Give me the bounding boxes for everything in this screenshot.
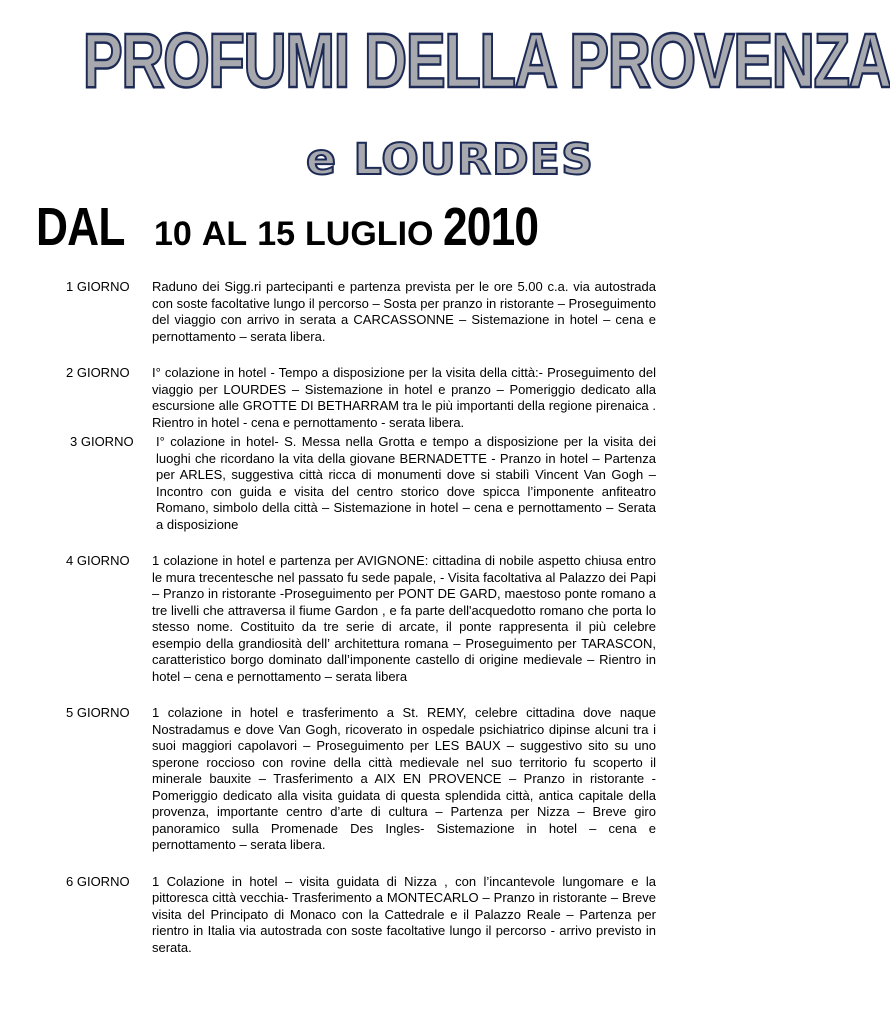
itinerary-day-3 — [66, 434, 656, 533]
dates-year: 2010 — [443, 197, 539, 257]
day-label: 6 GIORNO — [66, 873, 130, 889]
itinerary — [66, 279, 656, 956]
itinerary-day-2 — [66, 365, 656, 431]
itinerary-day-4 — [66, 553, 656, 685]
itinerary-day-1 — [66, 279, 656, 345]
trip-dates — [36, 197, 560, 257]
dates-dal: DAL — [36, 197, 125, 257]
dates-month: LUGLIO — [305, 215, 434, 253]
dates-end: 15 — [257, 215, 296, 253]
day-description: I° colazione in hotel - Tempo a disposizione per la visita della città:- Proseguimento del viaggio per LOURDES – Sistemazione in hotel e pranzo – Pomeriggio dedicato alla escursione alle GROTTE DI BETHARRAM tra le più importanti della regione pirenaica . Rientro in hotel - cena e pernottamento - serata libera. — [152, 365, 656, 430]
day-label: 5 GIORNO — [66, 705, 130, 720]
itinerary-day-5 — [66, 705, 656, 854]
day-label: 4 GIORNO — [66, 553, 130, 568]
dates-start: 10 — [154, 215, 192, 253]
day-description: 1 colazione in hotel e partenza per AVIGNONE: cittadina di nobile aspetto chiusa entro le mura trecentesche nel passato fu sede papale, - Visita facoltativa al Palazzo dei Papi – Pranzo in ristorante -Proseguimento per PONT DE GARD, maestoso ponte romano a tre livelli che attraversa il fiume Gardon , e fa parte dell'acquedotto romano che porta lo stesso nome. Costituito da tre serie di arcate, il ponte rappresenta il più celebre esempio della grandiosità dell’ architettura romana – Proseguimento per TARASCON, caratteristico borgo dominato dall’imponente castello di origine medievale – Rientro in hotel – cena e pernottamento – serata libera — [152, 553, 656, 684]
day-label: 3 GIORNO — [70, 434, 134, 449]
itinerary-day-6 — [66, 874, 656, 957]
day-description: 1 colazione in hotel e trasferimento a St. REMY, celebre cittadina dove naque Nostradamus e dove Van Gogh, ricoverato in ospedale psichiatrico dipinse alcuni tra i suoi maggiori capolavori – Proseguimento per LES BAUX – suggestivo sito su uno sperone roccioso con rovine della città medievale nel suo territorio fu scoperto il minerale bauxite – Trasferimento a AIX EN PROVENCE – Pranzo in ristorante - Pomeriggio dedicato alla visita guidata di questa splendida città, antica capitale della provenza, importante centro d’arte di cultura – Partenza per Nizza – Breve giro panoramico sulla Promenade Des Ingles- Sistemazione in hotel – cena e pernottamento – serata libera. — [152, 705, 656, 852]
day-label: 2 GIORNO — [66, 365, 130, 380]
day-description: 1 Colazione in hotel – visita guidata di Nizza , con l’incantevole lungomare e la pittoresca città vecchia- Trasferimento a MONTECARLO – Pranzo in ristorante – Breve visita del Principato di Monaco con la Cattedrale e il Palazzo Reale – Partenza per rientro in Italia via autostrada con soste facoltative lungo il percorso - arrivo previsto in serata. — [152, 873, 656, 955]
day-description: I° colazione in hotel- S. Messa nella Grotta e tempo a disposizione per la visita dei luoghi che ricordano la vita della giovane BERNADETTE - Pranzo in hotel – Partenza per ARLES, suggestiva città ricca di monumenti dove si stabilì Vincent Van Gogh – Incontro con guida e visita del centro storico dove spicca l’imponente anfiteatro Romano, simbolo della città – Sistemazione in hotel – cena e pernottamento – Serata a disposizione — [156, 434, 656, 532]
day-label: 1 GIORNO — [66, 279, 130, 294]
dates-al: AL — [201, 215, 248, 253]
page-title: PROFUMI DELLA PROVENZA — [82, 18, 890, 104]
day-description: Raduno dei Sigg.ri partecipanti e partenza prevista per le ore 5.00 c.a. via autostrada con soste facoltative lungo il percorso – Sosta per pranzo in ristorante – Proseguimento del viaggio con arrivo in serata a CARCASSONNE – Sistemazione in hotel – cena e pernottamento – serata libera. — [152, 279, 656, 344]
page-subtitle: e LOURDES — [306, 135, 595, 185]
